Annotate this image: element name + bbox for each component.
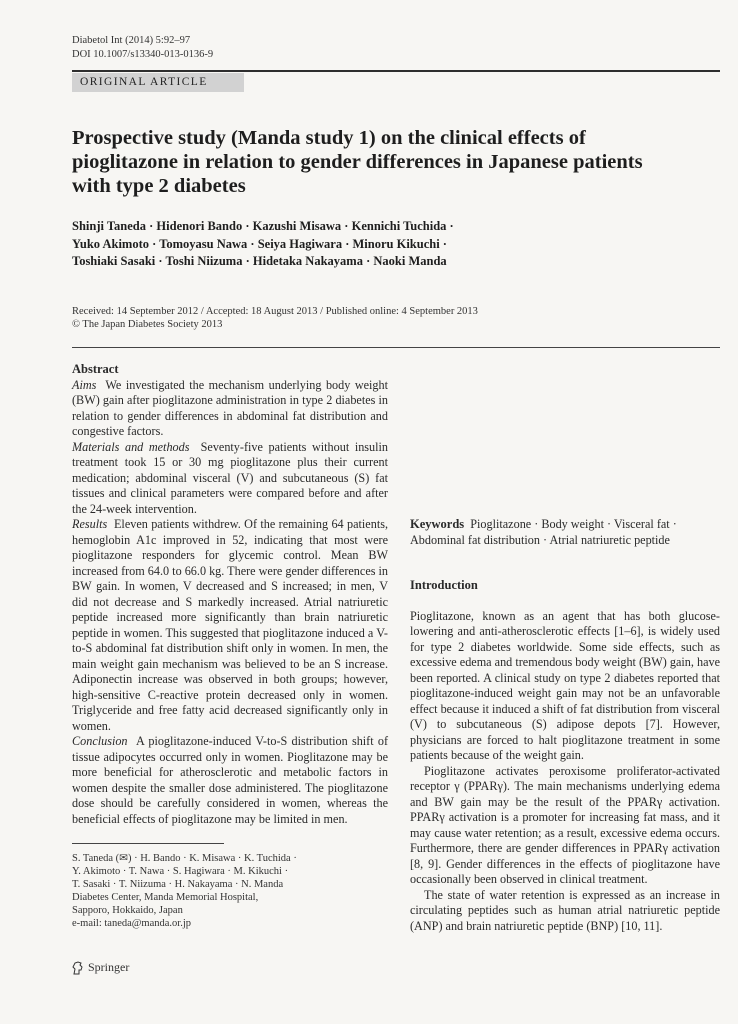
- footnote-rule: [72, 843, 224, 844]
- footnote-line: T. Sasaki · T. Niizuma · H. Nakayama · N. Manda: [72, 879, 284, 890]
- author-line: Toshiaki Sasaki · Toshi Niizuma · Hidetaka Nakayama · Naoki Manda: [72, 254, 447, 268]
- abstract-continuation-space: [410, 362, 720, 517]
- publisher-name: Springer: [88, 960, 130, 974]
- abstract-methods: [72, 440, 388, 518]
- introduction-paragraph-3: The state of water retention is expressed as an increase in circulating peptides such as human atrial natriuretic peptide (ANP) and brain natriuretic peptide (BNP) [10, 11].: [410, 887, 720, 933]
- received-accepted-line: Received: 14 September 2012 / Accepted: 18 August 2013 / Published online: 4 September 2013: [72, 306, 478, 317]
- methods-text: Seventy-five patients without insulin treatment took 15 or 30 mg pioglitazone plus their current medication; abdominal visceral (V) and subcutaneous (S) fat tissues and clinical parameters were compared before and after the 24-week intervention.: [72, 439, 388, 516]
- header-rule: [72, 70, 720, 72]
- publication-dates: [72, 305, 672, 331]
- journal-doi: DOI 10.1007/s13340-013-0136-9: [72, 49, 214, 60]
- results-text: Eleven patients withdrew. Of the remaining 64 patients, hemoglobin A1c improved in 52, indicating that most were pioglitazone responders for glycemic control. Mean BW increased from 64.0 to 66.0 kg. There were gender differences in BW gain. In women, V decreased and S increased; in men, V did not decrease and S markedly increased. Atrial natriuretic peptide increased more significantly than brain natriuretic peptide in women. This suggested that pioglitazone induced a V-to-S abdominal fat distribution shift only in women. In men, the main weight gain mechanism was believed to be an S increase. Adiponectin increase was observed in both groups; however, high-sensitive C-reactive protein decreased only in women. Triglyceride and free fatty acid decreased significantly only in women.: [72, 517, 388, 733]
- results-label: Results: [72, 517, 108, 531]
- aims-label: Aims: [72, 377, 97, 392]
- abstract-heading: Abstract: [72, 362, 119, 376]
- abstract-conclusion: [72, 734, 388, 827]
- journal-reference: [72, 34, 213, 62]
- author-line: Yuko Akimoto · Tomoyasu Nawa · Seiya Hagiwara · Minoru Kikuchi ·: [72, 236, 447, 251]
- introduction-paragraph-1: Pioglitazone, known as an agent that has both glucose-lowering and anti-atherosclerotic effects [1–6], is widely used for type 2 diabetes worldwide. Some side effects, such as excessive edema and tremendous body weight (BW) gain, have been reported. A clinical study on type 2 diabetes reported that pioglitazone-induced weight gain may not be an unfavorable effect because it induced a shift of fat distribution from visceral (V) to subcutaneous (S) adipose depots [7]. However, physicians are forced to halt pioglitazone treatment in some patients because of the weight gain.: [410, 608, 720, 762]
- publisher-mark: [72, 960, 129, 975]
- journal-citation: Diabetol Int (2014) 5:92–97: [72, 35, 191, 46]
- abstract-column: [72, 362, 388, 827]
- abstract-results: [72, 517, 388, 734]
- introduction-paragraph-2: Pioglitazone activates peroxisome proliferator-activated receptor γ (PPARγ). The main mechanisms underlying edema and BW gain may be the result of the PPARγ activation. PPARγ activation is a promoter for increasing fat mass, and it may cause water retention; as a result, excessive edema occurs. Furthermore, there are gender differences in PPARγ activation [8, 9]. Gender differences in the effects of pioglitazone have occasionally been observed in clinical treatment.: [410, 763, 720, 886]
- footnote-line: Sapporo, Hokkaido, Japan: [72, 905, 183, 916]
- correspondence-footnote: [72, 852, 372, 930]
- aims-text: We investigated the mechanism underlying body weight (BW) gain after pioglitazone administration in type 2 diabetes in relation to gender differences in abdominal fat distribution and congestive factors.: [72, 377, 388, 438]
- methods-label: Materials and methods: [72, 439, 190, 454]
- spacer: [410, 594, 720, 609]
- author-line: Shinji Taneda · Hidenori Bando · Kazushi Misawa · Kennichi Tuchida ·: [72, 219, 454, 233]
- footnote-line: S. Taneda (✉) · H. Bando · K. Misawa · K. Tuchida ·: [72, 853, 297, 864]
- conclusion-text: A pioglitazone-induced V-to-S distribution shift of tissue adipocytes occurred only in women. Pioglitazone may be more beneficial for atherosclerotic and metabolic factors in women despite the smaller dose administered. The pioglitazone dose should be carefully considered in women, whereas the beneficial effects of pioglitazone may be limited in men.: [72, 734, 389, 826]
- keywords-introduction-column: [410, 362, 720, 934]
- copyright-line: © The Japan Diabetes Society 2013: [72, 319, 223, 330]
- section-rule: [72, 347, 720, 348]
- keywords: [410, 517, 720, 548]
- article-title: Prospective study (Manda study 1) on the clinical effects of pioglitazone in relation to gender differences in Japanese patients with type 2 diabetes: [72, 127, 643, 197]
- article-type-banner: ORIGINAL ARTICLE: [72, 73, 244, 92]
- springer-horse-icon: [72, 961, 84, 975]
- footnote-line: Y. Akimoto · T. Nawa · S. Hagiwara · M. Kikuchi ·: [72, 866, 289, 877]
- keywords-label: Keywords: [410, 517, 465, 531]
- conclusion-label: Conclusion: [72, 734, 128, 748]
- footnote-email: e-mail: taneda@manda.or.jp: [72, 918, 192, 929]
- introduction-heading: Introduction: [410, 578, 478, 592]
- spacer: [410, 548, 720, 578]
- abstract-aims: [72, 378, 388, 440]
- author-list: [72, 218, 632, 271]
- keywords-text: Pioglitazone · Body weight · Visceral fat · Abdominal fat distribution · Atrial natriuretic peptide: [410, 517, 677, 547]
- footnote-line: Diabetes Center, Manda Memorial Hospital,: [72, 892, 259, 903]
